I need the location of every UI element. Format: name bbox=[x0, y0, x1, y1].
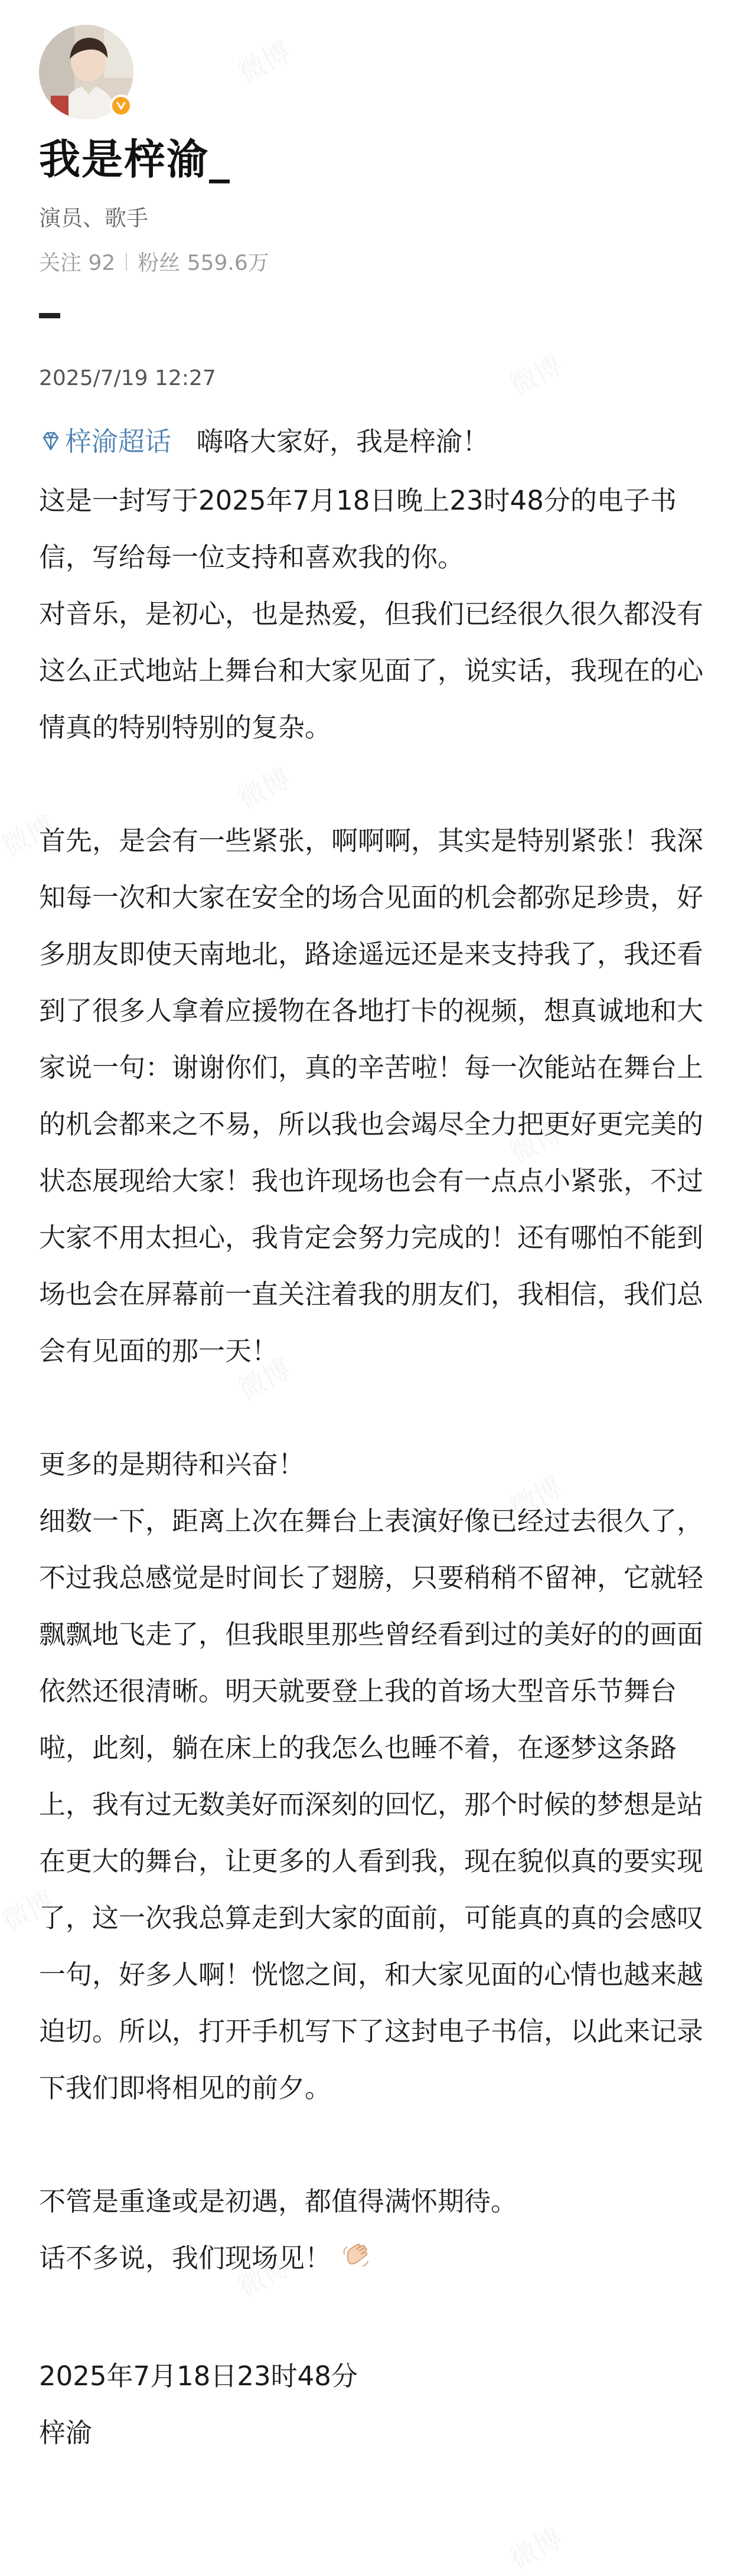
stats-separator bbox=[126, 253, 127, 270]
topic-link[interactable] bbox=[39, 426, 171, 457]
following-count[interactable]: 关注 92 bbox=[39, 251, 116, 275]
paragraph-with-emoji bbox=[39, 2230, 712, 2291]
topic-label: 梓渝超话 bbox=[65, 426, 172, 457]
post-timestamp: 2025/7/19 12:27 bbox=[39, 366, 216, 390]
paragraph: 不管是重逢或是初遇，都值得满怀期待。 bbox=[39, 2186, 518, 2217]
watermark bbox=[502, 344, 568, 403]
watermark bbox=[502, 2517, 568, 2576]
paragraph-gap bbox=[39, 1380, 712, 1436]
paragraph-gap bbox=[39, 2117, 712, 2173]
paragraph-gap bbox=[39, 756, 712, 813]
section-divider bbox=[39, 313, 60, 318]
paragraph: 细数一下，距离上次在舞台上表演好像已经过去很久了，不过我总感觉是时间长了翅膀，只要稍稍不留神，它就轻飘飘地飞走了，但我眼里那些曾经看到过的美好的的画面依然还很清晰。明天就要登上我的首场大型音乐节舞台啦，此刻，躺在床上的我怎么也睡不着，在逐梦这条路上，我有过无数美好而深刻的回忆，那个时候的梦想是站在更大的舞台，让更多的人看到我，现在貌似真的要实现了，这一次我总算走到大家的面前，可能真的真的会感叹一句，好多人啊！恍惚之间，和大家见面的心情也越来越迫切。所以，打开手机写下了这封电子书信，以此来记录下我们即将相见的前夕。 bbox=[39, 1505, 704, 2104]
follow-stats bbox=[39, 246, 706, 276]
paragraph: 对音乐，是初心，也是热爱，但我们已经很久很久都没有这么正式地站上舞台和大家见面了，说实话，我现在的心情真的特别特别的复杂。 bbox=[39, 598, 704, 743]
paragraph: 更多的是期待和兴奋！ bbox=[39, 1449, 305, 1480]
paragraph: 这是一封写于2025年7月18日晚上23时48分的电子书信，写给每一位支持和喜欢我的你。 bbox=[39, 485, 677, 573]
diamond-icon bbox=[39, 416, 63, 472]
post-content bbox=[39, 413, 712, 2461]
signature-date: 2025年7月18日23时48分 bbox=[39, 2360, 358, 2392]
profile-header bbox=[39, 25, 706, 318]
verified-badge-icon bbox=[110, 94, 132, 117]
avatar-container[interactable] bbox=[39, 25, 133, 119]
paragraph: 话不多说，我们现场见！ bbox=[39, 2242, 332, 2274]
user-tag: 演员、歌手 bbox=[39, 206, 148, 231]
user-name[interactable]: 我是梓渝_ bbox=[39, 135, 231, 184]
post-first-line bbox=[39, 413, 712, 472]
followers-count[interactable]: 粉丝 559.6万 bbox=[138, 251, 269, 275]
greeting-text: 嗨咯大家好，我是梓渝！ bbox=[196, 426, 489, 457]
paragraph-gap bbox=[39, 2291, 712, 2348]
signature-name: 梓渝 bbox=[39, 2417, 93, 2448]
clapping-hands-icon bbox=[340, 2235, 371, 2291]
paragraph: 首先，是会有一些紧张，啊啊啊，其实是特别紧张！我深知每一次和大家在安全的场合见面的机会都弥足珍贵，好多朋友即使天南地北，路途遥远还是来支持我了，我还看到了很多人拿着应援物在各地打卡的视频，想真诚地和大家说一句：谢谢你们，真的辛苦啦！每一次能站在舞台上的机会都来之不易，所以我也会竭尽全力把更好更完美的状态展现给大家！我也许现场也会有一点点小紧张，不过大家不用太担心，我肯定会努力完成的！还有哪怕不能到场也会在屏幕前一直关注着我的朋友们，我相信，我们总会有见面的那一天！ bbox=[39, 825, 704, 1367]
